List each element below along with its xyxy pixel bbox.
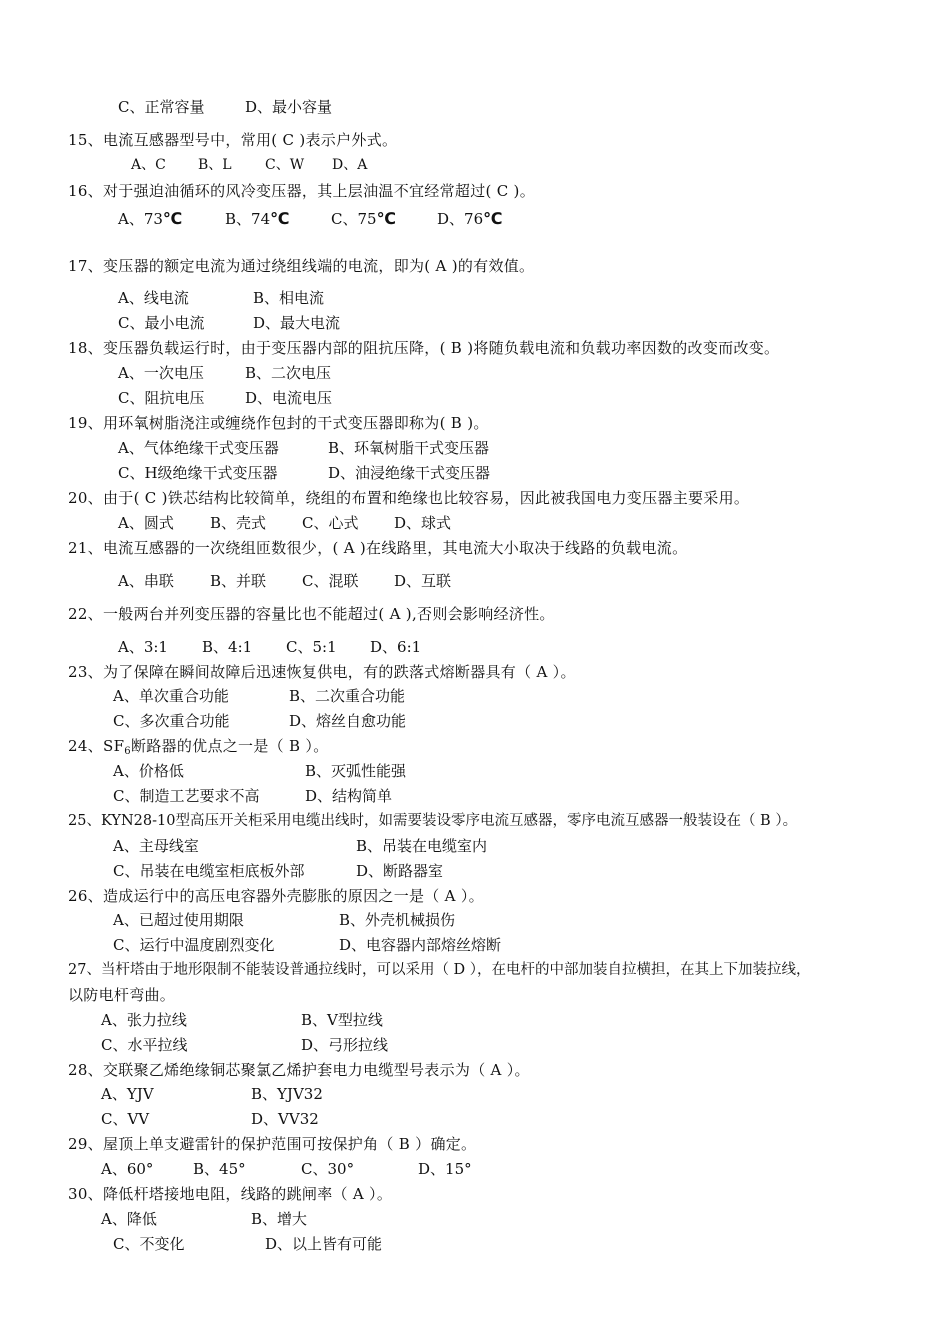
- q16-option-b: [225, 209, 290, 229]
- q26-option-a: A、已超过使用期限: [113, 911, 244, 929]
- q17-option-d: D、最大电流: [253, 314, 341, 332]
- q21-stem: 21、电流互感器的一次绕组匝数很少，( A )在线路里，其电流大小取决于线路的负载电流。: [68, 539, 688, 557]
- q29-stem: 29、屋顶上单支避雷针的保护范围可按保护角（ B ）确定。: [68, 1135, 477, 1153]
- q23-option-a: A、单次重合功能: [113, 687, 229, 705]
- q16-option-a: [118, 209, 182, 229]
- q23-option-d: D、熔丝自愈功能: [289, 712, 407, 730]
- q29-option-d: D、15°: [418, 1160, 472, 1178]
- q20-option-b: B、壳式: [210, 514, 267, 532]
- q25-option-a: A、主母线室: [113, 837, 199, 855]
- q29-option-c: C、30°: [301, 1160, 355, 1178]
- q27-option-a: A、张力拉线: [101, 1011, 187, 1029]
- q16-option-b-text: B、74: [225, 210, 271, 228]
- q19-option-c: C、H级绝缘干式变压器: [118, 464, 278, 482]
- q21-option-d: D、互联: [394, 572, 452, 590]
- q17-option-b: B、相电流: [253, 289, 325, 307]
- q24-stem-subscript: 6: [124, 746, 131, 757]
- q30-option-c: C、不变化: [113, 1235, 185, 1253]
- q22-stem: 22、一般两台并列变压器的容量比也不能超过( A ),否则会影响经济性。: [68, 605, 555, 623]
- q30-option-d: D、以上皆有可能: [265, 1235, 383, 1253]
- q28-stem: 28、交联聚乙烯绝缘铜芯聚氯乙烯护套电力电缆型号表示为（ A ）。: [68, 1061, 530, 1079]
- q22-option-a: A、3:1: [118, 638, 168, 656]
- q23-option-b: B、二次重合功能: [289, 687, 406, 705]
- q22-option-d: D、6:1: [370, 638, 422, 656]
- q30-stem: 30、降低杆塔接地电阻，线路的跳闸率（ A ）。: [68, 1185, 393, 1203]
- q25-option-b: B、吊装在电缆室内: [356, 837, 488, 855]
- q16-option-d: [437, 209, 503, 229]
- q24-option-d: D、结构简单: [305, 787, 393, 805]
- q16-option-c-text: C、75: [331, 210, 377, 228]
- q28-option-b: B、YJV32: [251, 1085, 323, 1103]
- q25-option-d: D、断路器室: [356, 862, 444, 880]
- q23-option-c: C、多次重合功能: [113, 712, 230, 730]
- q14-option-d: D、最小容量: [245, 98, 333, 116]
- q23-stem: 23、为了保障在瞬间故障后迅速恢复供电，有的跌落式熔断器具有（ A ）。: [68, 663, 576, 681]
- q28-option-c: C、VV: [101, 1110, 150, 1128]
- q26-option-d: D、电容器内部熔丝熔断: [339, 936, 502, 954]
- q19-option-a: A、气体绝缘干式变压器: [118, 439, 279, 457]
- q18-option-a: A、一次电压: [118, 364, 204, 382]
- q15-stem: 15、电流互感器型号中，常用( C )表示户外式。: [68, 131, 398, 149]
- q26-stem: 26、造成运行中的高压电容器外壳膨胀的原因之一是（ A ）。: [68, 887, 484, 905]
- q14-option-c: C、正常容量: [118, 98, 205, 116]
- q27-stem-line2: 以防电杆弯曲。: [68, 986, 176, 1004]
- q26-option-b: B、外壳机械损伤: [339, 911, 456, 929]
- q30-option-a: A、降低: [101, 1210, 157, 1228]
- q15-option-c: C、W: [265, 157, 305, 173]
- q24-stem-post: 断路器的优点之一是（ B ）。: [130, 737, 329, 755]
- q24-option-c: C、制造工艺要求不高: [113, 787, 260, 805]
- q21-option-a: A、串联: [118, 572, 174, 590]
- q25-stem: 25、KYN28-10型高压开关柜采用电缆出线时，如需要装设零序电流互感器，零序电流互感器一般装设在（ B ）。: [68, 813, 798, 829]
- q24-option-b: B、灭弧性能强: [305, 762, 407, 780]
- q19-option-b: B、环氧树脂干式变压器: [328, 439, 490, 457]
- q15-option-d: D、A: [332, 157, 368, 173]
- q20-stem: 20、由于( C )铁芯结构比较简单，绕组的布置和绝缘也比较容易，因此被我国电力变压器主要采用。: [68, 489, 750, 507]
- q30-option-b: B、增大: [251, 1210, 308, 1228]
- q20-option-d: D、球式: [394, 514, 452, 532]
- q18-option-b: B、二次电压: [245, 364, 332, 382]
- q17-option-c: C、最小电流: [118, 314, 205, 332]
- q27-option-b: B、V型拉线: [301, 1011, 383, 1029]
- q18-option-d: D、电流电压: [245, 389, 333, 407]
- q16-option-d-unit: ℃: [483, 209, 503, 228]
- q16-option-d-text: D、76: [437, 210, 484, 228]
- q20-option-c: C、心式: [302, 514, 359, 532]
- q21-option-c: C、混联: [302, 572, 359, 590]
- q28-option-a: A、YJV: [101, 1085, 154, 1103]
- q16-option-a-unit: ℃: [162, 209, 183, 228]
- q16-stem: 16、对于强迫油循环的风冷变压器，其上层油温不宜经常超过( C )。: [68, 182, 536, 200]
- q28-option-d: D、VV32: [251, 1110, 319, 1128]
- q27-stem-line1: 27、当杆塔由于地形限制不能装设普通拉线时，可以采用（ D ），在电杆的中部加装自拉横担，在其上下加装拉线，: [68, 962, 811, 978]
- q22-option-b: B、4:1: [202, 638, 253, 656]
- q25-option-c: C、吊装在电缆室柜底板外部: [113, 862, 305, 880]
- q17-option-a: A、线电流: [118, 289, 189, 307]
- q24-stem-pre: 24、SF: [68, 737, 125, 755]
- q16-option-a-text: A、73: [118, 210, 163, 228]
- q24-option-a: A、价格低: [113, 762, 184, 780]
- q19-stem: 19、用环氧树脂浇注或缠绕作包封的干式变压器即称为( B )。: [68, 414, 489, 432]
- q29-option-b: B、45°: [193, 1160, 246, 1178]
- q16-option-c-unit: ℃: [376, 209, 396, 228]
- q27-option-d: D、弓形拉线: [301, 1036, 389, 1054]
- q16-option-c: [331, 209, 396, 229]
- q24-stem: [68, 736, 329, 762]
- q21-option-b: B、并联: [210, 572, 267, 590]
- q27-option-c: C、水平拉线: [101, 1036, 188, 1054]
- q18-stem: 18、变压器负载运行时，由于变压器内部的阻抗压降，( B )将随负载电流和负载功率因数的改变而改变。: [68, 339, 780, 357]
- q16-option-b-unit: ℃: [270, 209, 290, 228]
- q22-option-c: C、5:1: [286, 638, 337, 656]
- q18-option-c: C、阻抗电压: [118, 389, 205, 407]
- q20-option-a: A、圆式: [118, 514, 174, 532]
- q15-option-a: A、C: [131, 157, 166, 173]
- q26-option-c: C、运行中温度剧烈变化: [113, 936, 275, 954]
- q19-option-d: D、油浸绝缘干式变压器: [328, 464, 491, 482]
- q29-option-a: A、60°: [101, 1160, 154, 1178]
- q15-option-b: B、L: [198, 157, 232, 173]
- q17-stem: 17、变压器的额定电流为通过绕组线端的电流，即为( A )的有效值。: [68, 257, 535, 275]
